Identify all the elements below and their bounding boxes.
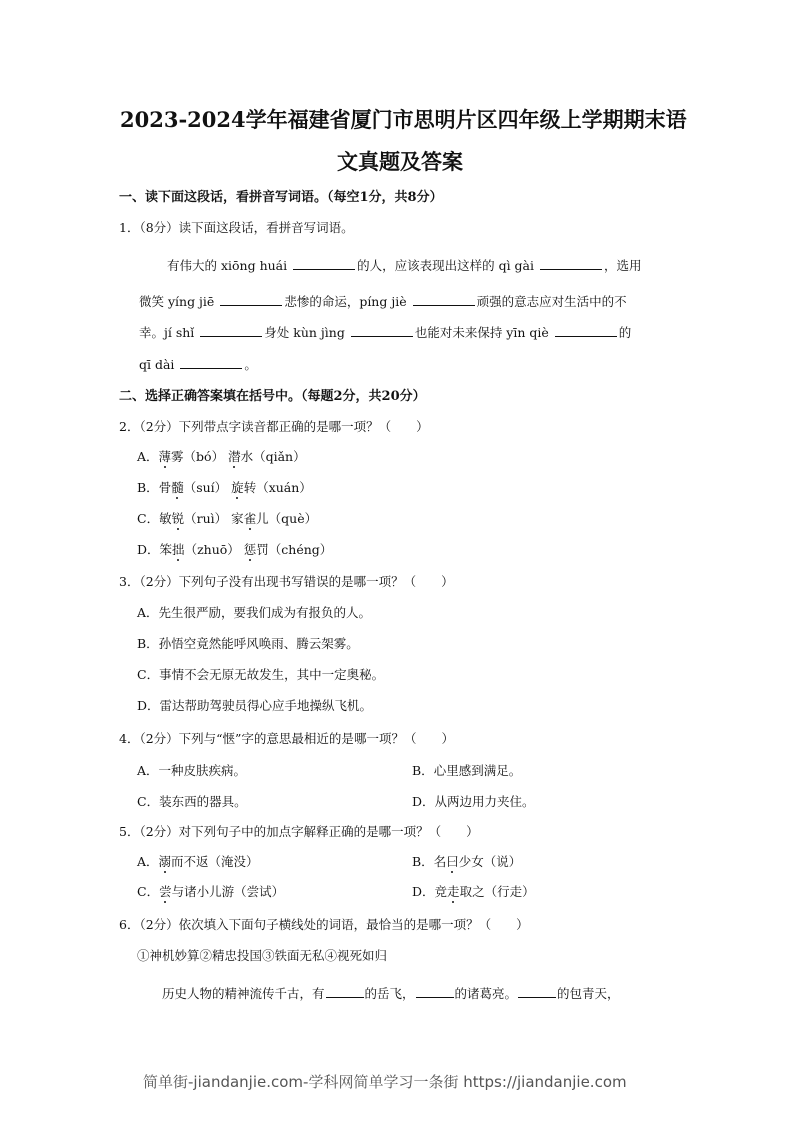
option-label: A．	[137, 854, 159, 869]
text: 。	[244, 357, 257, 372]
question-6	[119, 915, 529, 933]
answer-blank[interactable]	[200, 325, 262, 337]
option-text: 孙悟空竟然能呼风唤雨、腾云架雾。	[158, 636, 359, 651]
option-text: 心里感到满足。	[433, 763, 522, 778]
q4-option-a[interactable]	[137, 761, 246, 779]
question-stem: （2分）下列句子没有出现书写错误的是哪一项？（ ）	[139, 574, 454, 589]
dotted-char: 雀	[243, 511, 257, 526]
question-number: 4．	[119, 731, 140, 746]
option-label: D．	[412, 794, 435, 809]
q2-option-d[interactable]	[137, 540, 332, 558]
text: 家	[231, 511, 244, 526]
option-label: C．	[137, 794, 160, 809]
pinyin-paragraph-line2	[139, 292, 627, 310]
option-text: 雷达帮助驾驶员得心应手地操纵飞机。	[159, 698, 373, 713]
question-number: 5．	[119, 824, 140, 839]
answer-blank[interactable]	[293, 258, 355, 270]
dotted-char: 走	[447, 884, 460, 899]
option-label: A．	[137, 763, 159, 778]
q3-option-a[interactable]	[137, 603, 371, 621]
text: 也能对未来保持 yīn qiè	[414, 325, 553, 340]
text: 笨	[159, 542, 173, 557]
question-stem: （8分）读下面这段话，看拼音写词语。	[139, 220, 354, 235]
text: 水（qiǎn）	[240, 449, 306, 464]
document-title-line2: 文真题及答案	[337, 149, 463, 174]
text: qī dài	[139, 357, 179, 372]
section2-heading: 二、选择正确答案填在括号中。（每题2分，共20分）	[119, 389, 426, 404]
text: 悲惨的命运，píng jiè	[284, 294, 411, 309]
dotted-char: 潜	[228, 449, 241, 464]
option-label: B．	[412, 763, 434, 778]
question-stem: （2分）对下列句子中的加点字解释正确的是哪一项？（ ）	[139, 824, 479, 839]
option-text: 取之（行走）	[459, 884, 535, 899]
option-label: A．	[137, 605, 159, 620]
option-text: 从两边用力夹住。	[434, 794, 535, 809]
text: 的岳飞，	[364, 986, 415, 1001]
text: 的人，应该表现出这样的 qì gài	[357, 258, 538, 273]
q4-option-c[interactable]	[137, 792, 247, 810]
option-label: D．	[137, 542, 160, 557]
answer-blank[interactable]	[413, 294, 475, 306]
text: 身处 kùn jìng	[264, 325, 349, 340]
text: ，选用	[603, 258, 642, 273]
option-text: 先生很严励，要我们成为有报负的人。	[158, 605, 372, 620]
text: （ruì）	[184, 511, 228, 526]
q3-option-d[interactable]	[137, 696, 372, 714]
answer-blank[interactable]	[416, 986, 454, 998]
text: 罚（chéng）	[256, 542, 333, 557]
text: 儿（què）	[256, 511, 318, 526]
q4-option-d[interactable]	[412, 792, 535, 810]
dotted-char: 薄	[158, 449, 172, 464]
option-label: D．	[412, 884, 435, 899]
question-stem: （2分）依次填入下面句子横线处的词语，最恰当的是哪一项？（ ）	[139, 917, 529, 932]
document-title-line1: 2023-2024学年福建省厦门市思明片区四年级上学期期末语	[120, 107, 687, 132]
q5-option-c[interactable]	[137, 882, 284, 900]
q3-option-c[interactable]	[137, 665, 384, 683]
pinyin-paragraph-line4	[139, 355, 257, 373]
dotted-char: 溺	[158, 854, 172, 869]
question-5	[119, 822, 479, 840]
text: 的包青天，	[557, 986, 620, 1001]
option-label: C．	[137, 511, 160, 526]
question-1	[119, 218, 354, 236]
question-stem: （2分）下列带点字读音都正确的是哪一项？（ ）	[139, 419, 429, 434]
pinyin-paragraph-line1	[167, 256, 642, 274]
text: 历史人物的精神流传千古，有	[162, 986, 325, 1001]
text: 竞	[434, 884, 448, 899]
option-label: A．	[137, 449, 159, 464]
question-number: 2．	[119, 419, 140, 434]
q6-choices: ①神机妙算②精忠投国③铁面无私④视死如归	[137, 948, 388, 963]
question-3	[119, 572, 454, 590]
text: 幸。jí shǐ	[139, 325, 199, 340]
option-label: B．	[137, 636, 159, 651]
section1-heading: 一、读下面这段话，看拼音写词语。（每空1分，共8分）	[119, 190, 443, 205]
option-text: 一种皮肤疾病。	[158, 763, 247, 778]
text: 雾（bó）	[171, 449, 225, 464]
option-label: B．	[137, 480, 159, 495]
q2-option-c[interactable]	[137, 509, 317, 527]
answer-blank[interactable]	[351, 325, 413, 337]
text: 敏	[159, 511, 172, 526]
option-text: 与诸小儿游（尝试）	[171, 884, 285, 899]
text: 转（xuán）	[243, 480, 312, 495]
pinyin-paragraph-line3	[139, 323, 631, 341]
text: 的	[618, 325, 632, 340]
question-number: 1．	[119, 220, 140, 235]
option-label: B．	[412, 854, 434, 869]
answer-blank[interactable]	[326, 986, 364, 998]
text: 名	[433, 854, 447, 869]
option-text: 而不返（淹没）	[171, 854, 259, 869]
question-2	[119, 417, 429, 435]
dotted-char: 髓	[171, 480, 184, 495]
answer-blank[interactable]	[180, 357, 242, 369]
answer-blank[interactable]	[555, 325, 617, 337]
option-text: 事情不会无原无故发生，其中一定奥秘。	[159, 667, 385, 682]
question-number: 6．	[119, 917, 140, 932]
option-label: D．	[137, 698, 160, 713]
q6-passage	[162, 984, 620, 1002]
q2-option-b[interactable]	[137, 478, 312, 496]
q5-option-b[interactable]	[412, 852, 521, 870]
option-label: C．	[137, 884, 160, 899]
q5-option-d[interactable]	[412, 882, 535, 900]
option-text: 少女（说）	[458, 854, 522, 869]
text: 微笑 yíng jiē	[139, 294, 219, 309]
dotted-char: 曰	[446, 854, 459, 869]
q5-option-a[interactable]	[137, 852, 259, 870]
text: （suí）	[183, 480, 228, 495]
dotted-char: 锐	[171, 511, 185, 526]
dotted-char: 尝	[159, 884, 172, 899]
text: （zhuō）	[184, 542, 240, 557]
answer-blank[interactable]	[540, 258, 602, 270]
question-number: 3．	[119, 574, 140, 589]
q3-option-b[interactable]	[137, 634, 359, 652]
answer-blank[interactable]	[518, 986, 556, 998]
q4-option-b[interactable]	[412, 761, 521, 779]
answer-blank[interactable]	[220, 294, 282, 306]
text: 的诸葛亮。	[454, 986, 518, 1001]
dotted-char: 旋	[231, 480, 244, 495]
text: 顽强的意志应对生活中的不	[476, 294, 627, 309]
question-stem: （2分）下列与“惬”字的意思最相近的是哪一项？（ ）	[139, 731, 454, 746]
footer-watermark: 简单街-jiandanjie.com-学科网简单学习一条街 https://jiandanjie.com	[143, 1073, 627, 1091]
option-text: 装东西的器具。	[159, 794, 247, 809]
option-label: C．	[137, 667, 160, 682]
text: 有伟大的 xiōng huái	[167, 258, 292, 273]
dotted-char: 拙	[172, 542, 185, 557]
q2-option-a[interactable]	[137, 447, 306, 465]
dotted-char: 惩	[243, 542, 257, 557]
question-4	[119, 729, 454, 747]
text: 骨	[158, 480, 172, 495]
